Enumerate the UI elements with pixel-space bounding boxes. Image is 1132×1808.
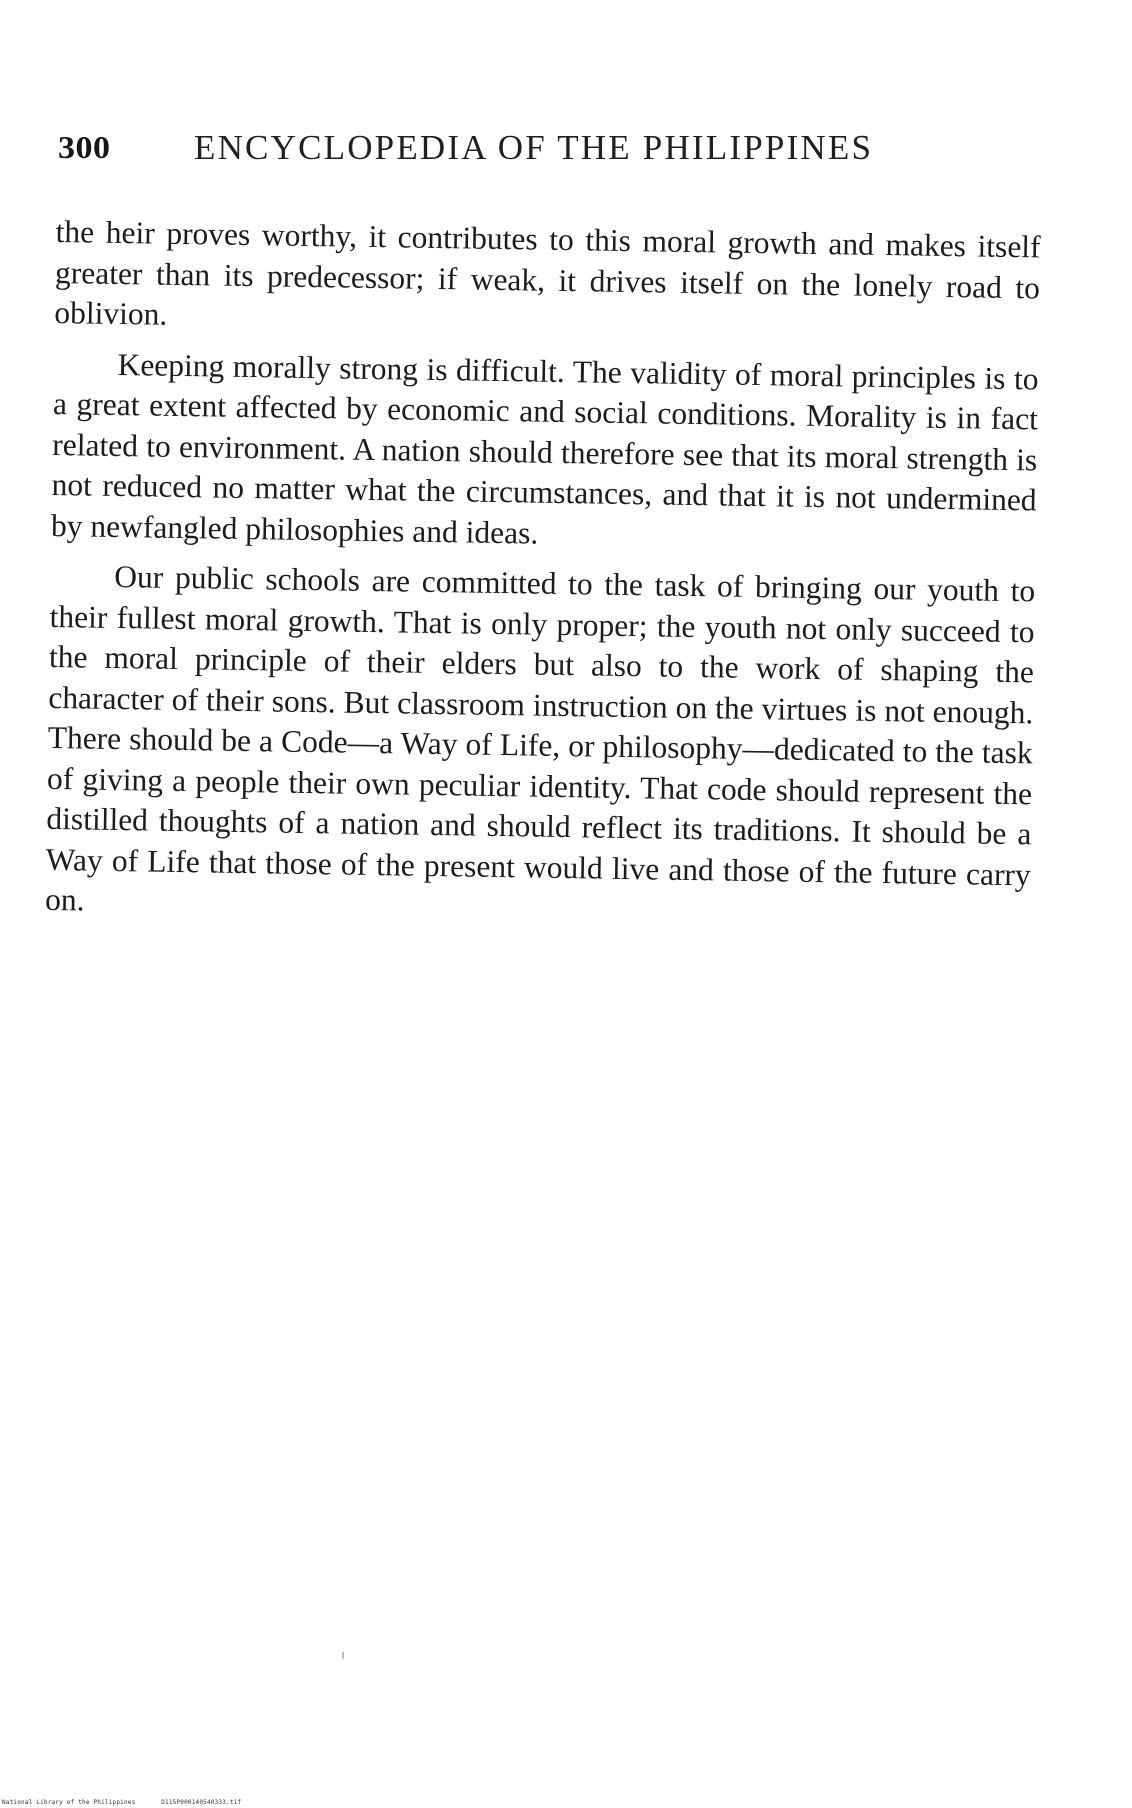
paragraph-public-schools: Our public schools are committed to the task of bringing our youth to their fullest moral growth. That is only proper; the youth not only succeed to the moral principle of their elders but also to the work of shaping the character of their sons. But classroom instruction on the virtues is not enough. There should be a Code—a Way of Life, or philosophy—dedicated to the task of giving a people their own peculiar identity. That code should represent the distilled thoughts of a nation and should reflect its traditions. It should be a Way of Life that those of the present would live and those of the future carry on. [44, 558, 1036, 918]
running-title: ENCYCLOPEDIA OF THE PHILIPPINES [194, 128, 874, 167]
paragraph-moral-strength: Keeping morally strong is difficult. The validity of moral principles is to a great extent affected by economic and social conditions. Morality is in fact related to environment. A nation should therefore see that its moral strength is not reduced no matter what the circumstances, and that it is not undermined by newfangled philosophies and ideas. [50, 346, 1039, 551]
page-number: 300 [58, 131, 111, 166]
scan-speck [342, 1652, 344, 1659]
paragraph-continuation: the heir proves worthy, it contributes to this moral growth and makes itself greater than its predecessor; if weak, it drives itself on the lonely road to oblivion. [54, 213, 1041, 332]
footer-file-id: D115P000140540333.tif [161, 1799, 242, 1806]
body-text [45, 212, 1041, 946]
running-header [58, 128, 1058, 188]
footer-library: National Library of the Philippines [2, 1799, 136, 1806]
scan-footer [2, 1799, 241, 1806]
